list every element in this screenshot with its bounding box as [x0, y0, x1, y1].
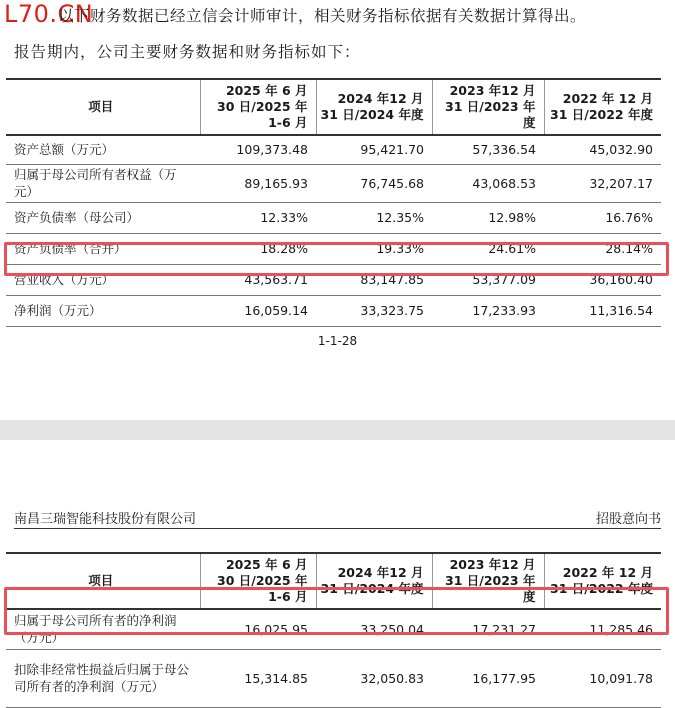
- table-row: [6, 164, 661, 202]
- header-2025: 2025 年 6 月 30 日/2025 年 1-6 月: [200, 553, 316, 609]
- header-2022: 2022 年 12 月 31 日/2022 年度: [544, 553, 661, 609]
- row-label: 资产总额（万元）: [6, 135, 200, 164]
- cell-value: 45,032.90: [544, 135, 661, 164]
- cell-value: 24.61%: [432, 233, 544, 264]
- row-label: 归属于母公司所有者权益（万元）: [6, 164, 200, 202]
- company-name: 南昌三瑞智能科技股份有限公司: [14, 512, 197, 527]
- row-label: 归属于母公司所有者的净利润（万元）: [6, 609, 200, 649]
- financial-table-1: [6, 78, 661, 327]
- intro-line-2: 报告期内，公司主要财务数据和财务指标如下：: [14, 43, 361, 61]
- cell-value: 32,050.83: [316, 649, 432, 707]
- cell-value: 11,285.46: [544, 609, 661, 649]
- page-number: 1-1-28: [317, 334, 358, 348]
- header-2025: 2025 年 6 月 30 日/2025 年 1-6 月: [200, 79, 316, 135]
- row-label: 资产负债率（母公司）: [6, 202, 200, 233]
- header-2022: 2022 年 12 月 31 日/2022 年度: [544, 79, 661, 135]
- cell-value: 12.98%: [432, 202, 544, 233]
- cell-value: 109,373.48: [200, 135, 316, 164]
- cell-value: 33,323.75: [316, 295, 432, 326]
- table-row: [6, 233, 661, 264]
- cell-value: 33,250.04: [316, 609, 432, 649]
- cell-value: 89,165.93: [200, 164, 316, 202]
- cell-value: 28.14%: [544, 233, 661, 264]
- row-label: 净利润（万元）: [6, 295, 200, 326]
- header-2024: 2024 年12 月31 日/2024 年度: [316, 553, 432, 609]
- watermark-logo: L70.CN: [4, 0, 94, 28]
- financial-table-2: [6, 552, 661, 708]
- cell-value: 95,421.70: [316, 135, 432, 164]
- cell-value: 16.76%: [544, 202, 661, 233]
- cell-value: 16,059.14: [200, 295, 316, 326]
- table-row: [6, 649, 661, 707]
- cell-value: 36,160.40: [544, 264, 661, 295]
- cell-value: 17,231.27: [432, 609, 544, 649]
- table-row-revenue: [6, 264, 661, 295]
- table-row: [6, 135, 661, 164]
- header-2024: 2024 年12 月31 日/2024 年度: [316, 79, 432, 135]
- table-row: [6, 295, 661, 326]
- page-gap: [0, 420, 675, 440]
- cell-value: 12.33%: [200, 202, 316, 233]
- cell-value: 16,177.95: [432, 649, 544, 707]
- table-row-net-profit-parent: [6, 609, 661, 649]
- header-2023: 2023 年12 月31 日/2023 年度: [432, 553, 544, 609]
- intro-line-1: 以下财务数据已经立信会计师审计，相关财务指标依据有关数据计算得出。: [58, 7, 587, 25]
- cell-value: 15,314.85: [200, 649, 316, 707]
- cell-value: 12.35%: [316, 202, 432, 233]
- cell-value: 43,563.71: [200, 264, 316, 295]
- row-label: 营业收入（万元）: [6, 264, 200, 295]
- cell-value: 11,316.54: [544, 295, 661, 326]
- row-label: 扣除非经常性损益后归属于母公司所有者的净利润（万元）: [6, 649, 200, 707]
- row-label: 资产负债率（合并）: [6, 233, 200, 264]
- cell-value: 32,207.17: [544, 164, 661, 202]
- cell-value: 10,091.78: [544, 649, 661, 707]
- cell-value: 19.33%: [316, 233, 432, 264]
- cell-value: 57,336.54: [432, 135, 544, 164]
- cell-value: 16,025.95: [200, 609, 316, 649]
- cell-value: 43,068.53: [432, 164, 544, 202]
- cell-value: 18.28%: [200, 233, 316, 264]
- table-header-row: [6, 553, 661, 609]
- table-row: [6, 202, 661, 233]
- cell-value: 17,233.93: [432, 295, 544, 326]
- cell-value: 76,745.68: [316, 164, 432, 202]
- cell-value: 83,147.85: [316, 264, 432, 295]
- header-item: 项目: [6, 553, 200, 609]
- page-header: [14, 508, 661, 529]
- header-item: 项目: [6, 79, 200, 135]
- document-type: 招股意向书: [595, 512, 661, 527]
- table-header-row: [6, 79, 661, 135]
- cell-value: 53,377.09: [432, 264, 544, 295]
- header-2023: 2023 年12 月31 日/2023 年度: [432, 79, 544, 135]
